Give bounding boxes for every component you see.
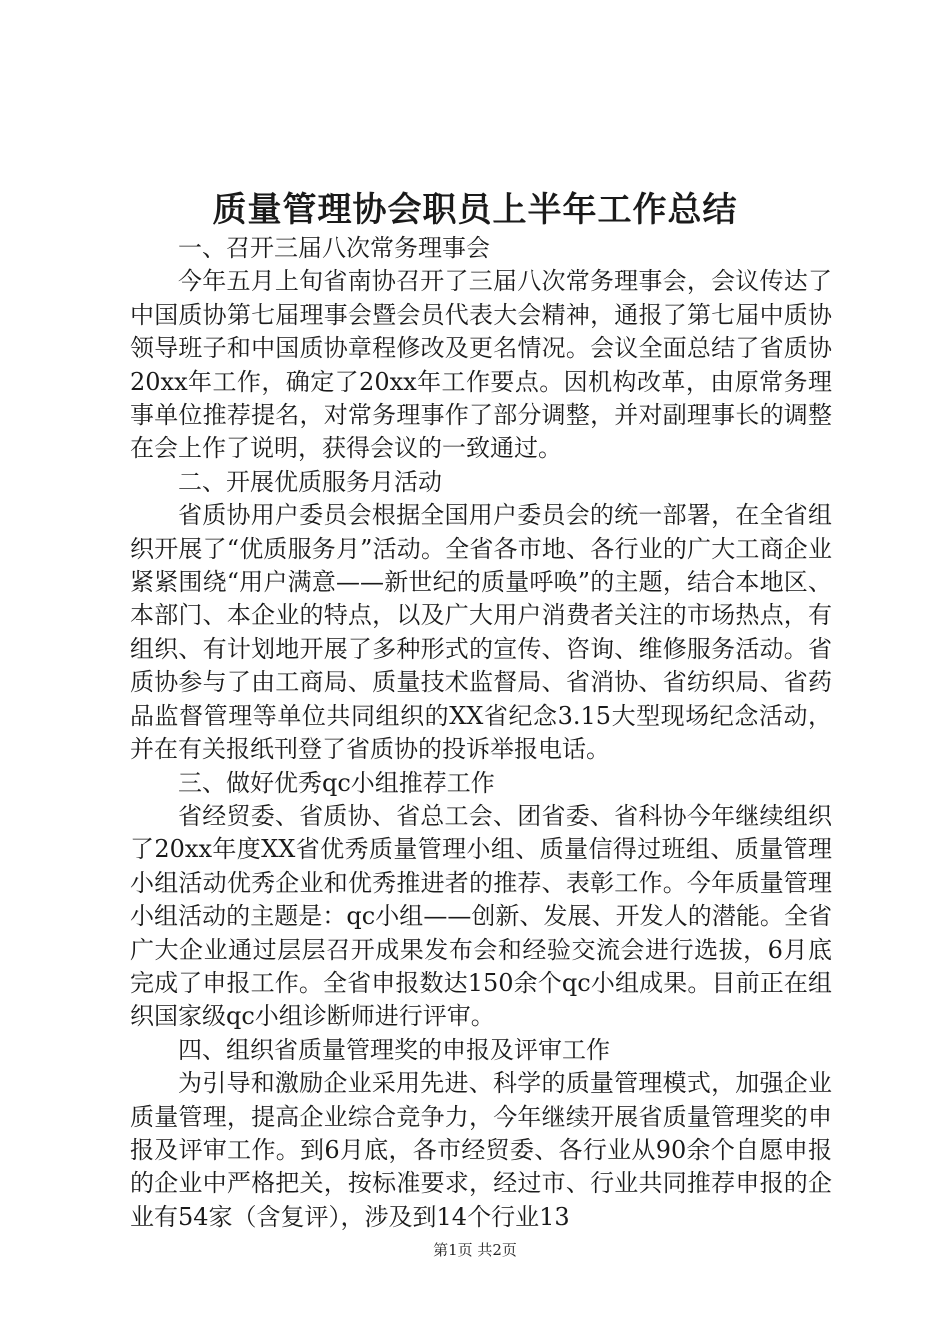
section-heading-4: 四、组织省质量管理奖的申报及评审工作 bbox=[178, 1035, 610, 1064]
section-paragraph-4: 为引导和激励企业采用先进、科学的质量管理模式，加强企业质量管理，提高企业综合竞争力，今年继续开展省质量管理奖的申报及评审工作。到6月底，各市经贸委、各行业从90余个自愿申报的企业中严格把关，按标准要求，经过市、行业共同推荐申报的企业有54家（含复评），涉及到14个行业13 bbox=[130, 1069, 832, 1231]
document-body bbox=[130, 232, 832, 1234]
section-heading-3: 三、做好优秀qc小组推荐工作 bbox=[178, 768, 495, 797]
section-heading-2: 二、开展优质服务月活动 bbox=[178, 467, 442, 496]
section-paragraph-2: 省质协用户委员会根据全国用户委员会的统一部署，在全省组织开展了“优质服务月”活动。全省各市地、各行业的广大工商企业紧紧围绕“用户满意——新世纪的质量呼唤”的主题，结合本地区、本部门、本企业的特点，以及广大用户消费者关注的市场热点，有组织、有计划地开展了多种形式的宣传、咨询、维修服务活动。省质协参与了由工商局、质量技术监督局、省消协、省纺织局、省药品监督管理等单位共同组织的XX省纪念3.15大型现场纪念活动，并在有关报纸刊登了省质协的投诉举报电话。 bbox=[130, 501, 832, 764]
document-title: 质量管理协会职员上半年工作总结 bbox=[212, 190, 738, 230]
page-number-footer: 第1页 共2页 bbox=[433, 1241, 517, 1259]
section-paragraph-3: 省经贸委、省质协、省总工会、团省委、省科协今年继续组织了20xx年度XX省优秀质量管理小组、质量信得过班组、质量管理小组活动优秀企业和优秀推进者的推荐、表彰工作。今年质量管理小组活动的主题是：qc小组——创新、发展、开发人的潜能。全省广大企业通过层层召开成果发布会和经验交流会进行选拔，6月底完成了申报工作。全省申报数达150余个qc小组成果。目前正在组织国家级qc小组诊断师进行评审。 bbox=[130, 801, 832, 1031]
section-paragraph-1: 今年五月上旬省南协召开了三届八次常务理事会，会议传达了中国质协第七届理事会暨会员代表大会精神，通报了第七届中质协领导班子和中国质协章程修改及更名情况。会议全面总结了省质协20xx年工作，确定了20xx年工作要点。因机构改革，由原常务理事单位推荐提名，对常务理事作了部分调整，并对副理事长的调整在会上作了说明，获得会议的一致通过。 bbox=[130, 267, 832, 463]
section-heading-1: 一、召开三届八次常务理事会 bbox=[178, 234, 490, 262]
